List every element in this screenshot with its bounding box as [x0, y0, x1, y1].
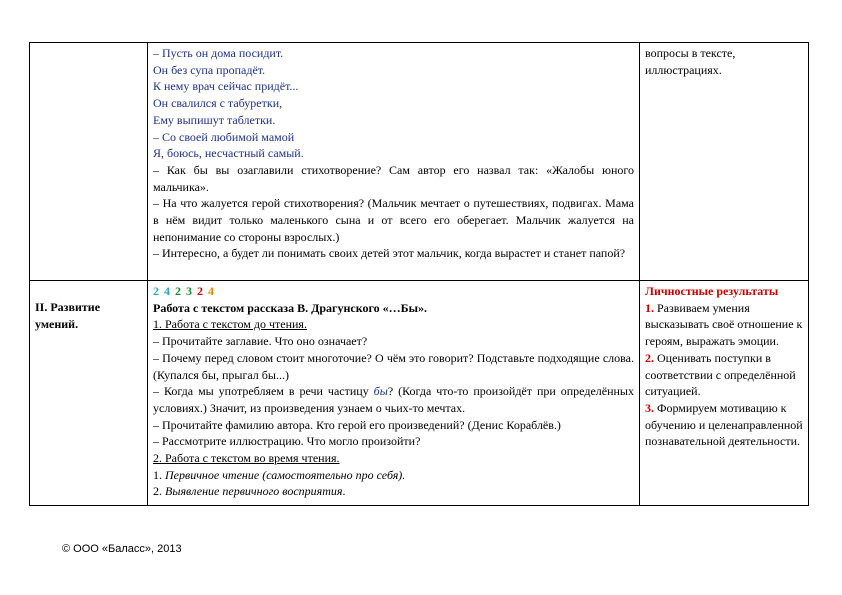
task-number: 3 — [186, 284, 192, 298]
question: – Почему перед словом стоит многоточие? О чём это говорит? Подставьте подходящие слова. (Купался бы, прыгал бы...) — [153, 350, 634, 382]
question — [153, 383, 634, 416]
task-number: 4 — [164, 284, 170, 298]
step-number: 1. — [153, 467, 165, 482]
question: – На что жалуется герой стихотворения? (Мальчик мечтает о путешествиях, подвигах. Мама в нём видит только маленького сына и от всего его оберегает. Мальчик жалуется на непонимание со стороны взрослых.) — [153, 196, 634, 244]
result-text: Оценивать поступки в соответствии с определённой ситуацией. — [645, 350, 796, 399]
results-heading: Личностные результаты — [645, 284, 779, 298]
results-cell — [640, 43, 809, 281]
step-period: . — [342, 484, 346, 499]
result-number: 3. — [645, 400, 654, 415]
result-item — [645, 300, 803, 350]
step — [153, 467, 634, 484]
poem-line: Я, боюсь, несчастный самый. — [153, 146, 304, 161]
subsection-title: 1. Работа с текстом до чтения. — [153, 317, 307, 332]
question: – Прочитайте заглавие. Что оно означает? — [153, 334, 368, 349]
question: – Как бы вы озаглавили стихотворение? Сам автор его назвал так: «Жалобы юного мальчика». — [153, 162, 634, 194]
task-number: 4 — [208, 284, 214, 298]
step-number: 2. — [153, 484, 165, 499]
question: – Прочитайте фамилию автора. Кто герой его произведений? (Денис Кораблёв.) — [153, 417, 561, 432]
content-cell — [148, 281, 640, 506]
poem-line: – Пусть он дома посидит. — [153, 46, 284, 60]
poem-line: – Со своей любимой мамой — [153, 129, 295, 144]
stage-cell — [30, 281, 148, 506]
question-text: ? (Когда что-то произойдёт при определённых условиях.) Значит, из произведения узнаем о чьих-то мечтах. — [153, 384, 634, 415]
poem-line: Он без супа пропадёт. — [153, 62, 266, 77]
copyright-footer: © ООО «Баласс», 2013 — [62, 543, 182, 555]
particle-word: бы — [373, 384, 388, 399]
stage-title: II. Развитие умений. — [35, 300, 101, 331]
results-cell — [640, 281, 809, 506]
stage-cell-empty — [30, 43, 148, 281]
poem — [153, 45, 634, 162]
poem-line: Ему выпишут таблетки. — [153, 112, 276, 127]
question-text: – Когда мы употребляем в речи частицу — [153, 384, 374, 399]
result-text: Формируем мотивацию к обучению и целенаправленной познавательной деятельности. — [645, 400, 803, 449]
table-row — [30, 281, 809, 506]
result-number: 1. — [645, 300, 654, 315]
task-number: 2 — [197, 284, 203, 298]
section-heading: Работа с текстом рассказа В. Драгунского «…Бы». — [153, 300, 427, 315]
result-item — [645, 350, 803, 400]
poem-line: Он свалился с табуретки, — [153, 96, 283, 111]
results-text: вопросы в тексте, иллюстрациях. — [645, 46, 736, 77]
lesson-table — [29, 42, 809, 506]
result-item — [645, 400, 803, 450]
content-cell — [148, 43, 640, 281]
step-text: Выявление первичного восприятия — [165, 484, 343, 499]
step-text: Первичное чтение (самостоятельно про себя). — [165, 467, 406, 482]
question: – Интересно, а будет ли понимать своих детей этот мальчик, когда вырастет и станет папой? — [153, 246, 626, 261]
step — [153, 483, 634, 500]
task-number: 2 — [175, 284, 181, 298]
subsection-title: 2. Работа с текстом во время чтения. — [153, 451, 340, 466]
result-number: 2. — [645, 350, 654, 365]
table-row — [30, 43, 809, 281]
task-number: 2 — [153, 284, 159, 298]
result-text: Развиваем умения высказывать своё отношение к героям, выражать эмоции. — [645, 300, 803, 349]
question: – Рассмотрите иллюстрацию. Что могло произойти? — [153, 434, 421, 449]
task-numbers — [153, 283, 634, 300]
poem-line: К нему врач сейчас придёт... — [153, 79, 299, 94]
